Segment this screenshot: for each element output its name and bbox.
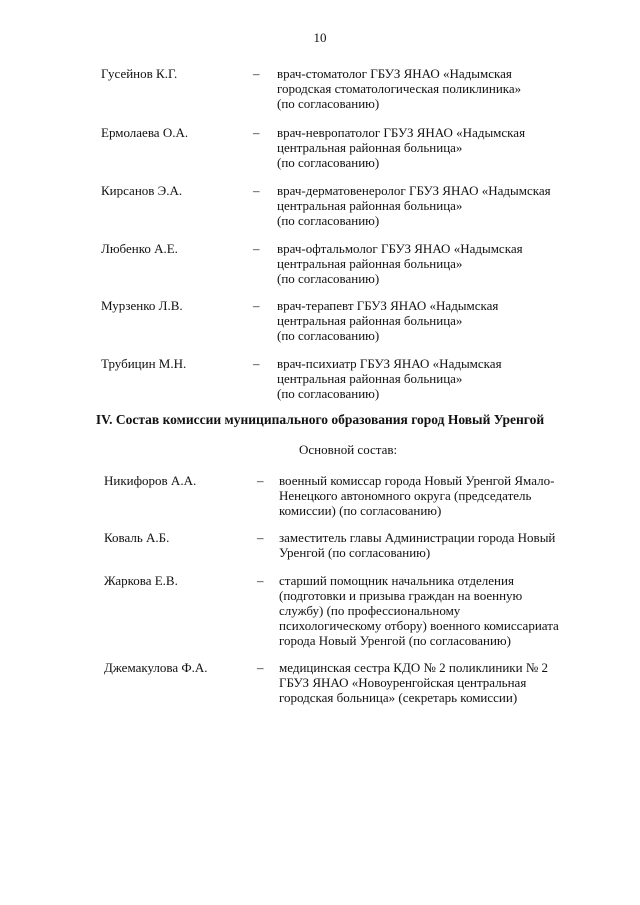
dash-separator: – — [253, 125, 260, 140]
member-name: Коваль А.Б. — [104, 530, 170, 545]
dash-separator: – — [253, 298, 260, 313]
member-position: врач-психиатр ГБУЗ ЯНАО «Надымская центральная районная больница» (по согласованию) — [277, 356, 502, 401]
member-name: Мурзенко Л.В. — [101, 298, 183, 313]
member-position: военный комиссар города Новый Уренгой Ямало- Ненецкого автономного округа (председатель комиссии) (по согласованию) — [279, 473, 555, 518]
dash-separator: – — [257, 573, 264, 588]
member-name: Гусейнов К.Г. — [101, 66, 178, 81]
page-number: 10 — [313, 30, 327, 45]
dash-separator: – — [253, 183, 260, 198]
dash-separator: – — [257, 660, 264, 675]
member-name: Жаркова Е.В. — [104, 573, 178, 588]
member-position: врач-офтальмолог ГБУЗ ЯНАО «Надымская центральная районная больница» (по согласованию) — [277, 241, 523, 286]
dash-separator: – — [253, 356, 260, 371]
member-name: Трубицин М.Н. — [101, 356, 187, 371]
member-name: Любенко А.Е. — [101, 241, 178, 256]
member-name: Никифоров А.А. — [104, 473, 197, 488]
member-position: заместитель главы Администрации города Новый Уренгой (по согласованию) — [279, 530, 556, 560]
member-position: старший помощник начальника отделения (подготовки и призыва граждан на военную службу) (по профессиональному психологическому отбору) военного комиссариата города Новый Уренгой (по согласованию) — [279, 573, 559, 648]
dash-separator: – — [253, 66, 260, 81]
member-name: Ермолаева О.А. — [101, 125, 189, 140]
dash-separator: – — [257, 530, 264, 545]
dash-separator: – — [257, 473, 264, 488]
section-heading: IV. Состав комиссии муниципального образования город Новый Уренгой — [95, 412, 545, 427]
section-subheading: Основной состав: — [299, 442, 398, 457]
member-position: врач-терапевт ГБУЗ ЯНАО «Надымская центральная районная больница» (по согласованию) — [277, 298, 499, 343]
member-position: медицинская сестра КДО № 2 поликлиники № 2 ГБУЗ ЯНАО «Новоуренгойская центральная городская больница» (секретарь комиссии) — [279, 660, 548, 705]
dash-separator: – — [253, 241, 260, 256]
member-name: Джемакулова Ф.А. — [104, 660, 208, 675]
member-position: врач-дерматовенеролог ГБУЗ ЯНАО «Надымская центральная районная больница» (по согласованию) — [277, 183, 551, 228]
member-name: Кирсанов Э.А. — [101, 183, 183, 198]
member-position: врач-невропатолог ГБУЗ ЯНАО «Надымская центральная районная больница» (по согласованию) — [277, 125, 526, 170]
member-position: врач-стоматолог ГБУЗ ЯНАО «Надымская городская стоматологическая поликлиника» (по согласованию) — [277, 66, 522, 111]
